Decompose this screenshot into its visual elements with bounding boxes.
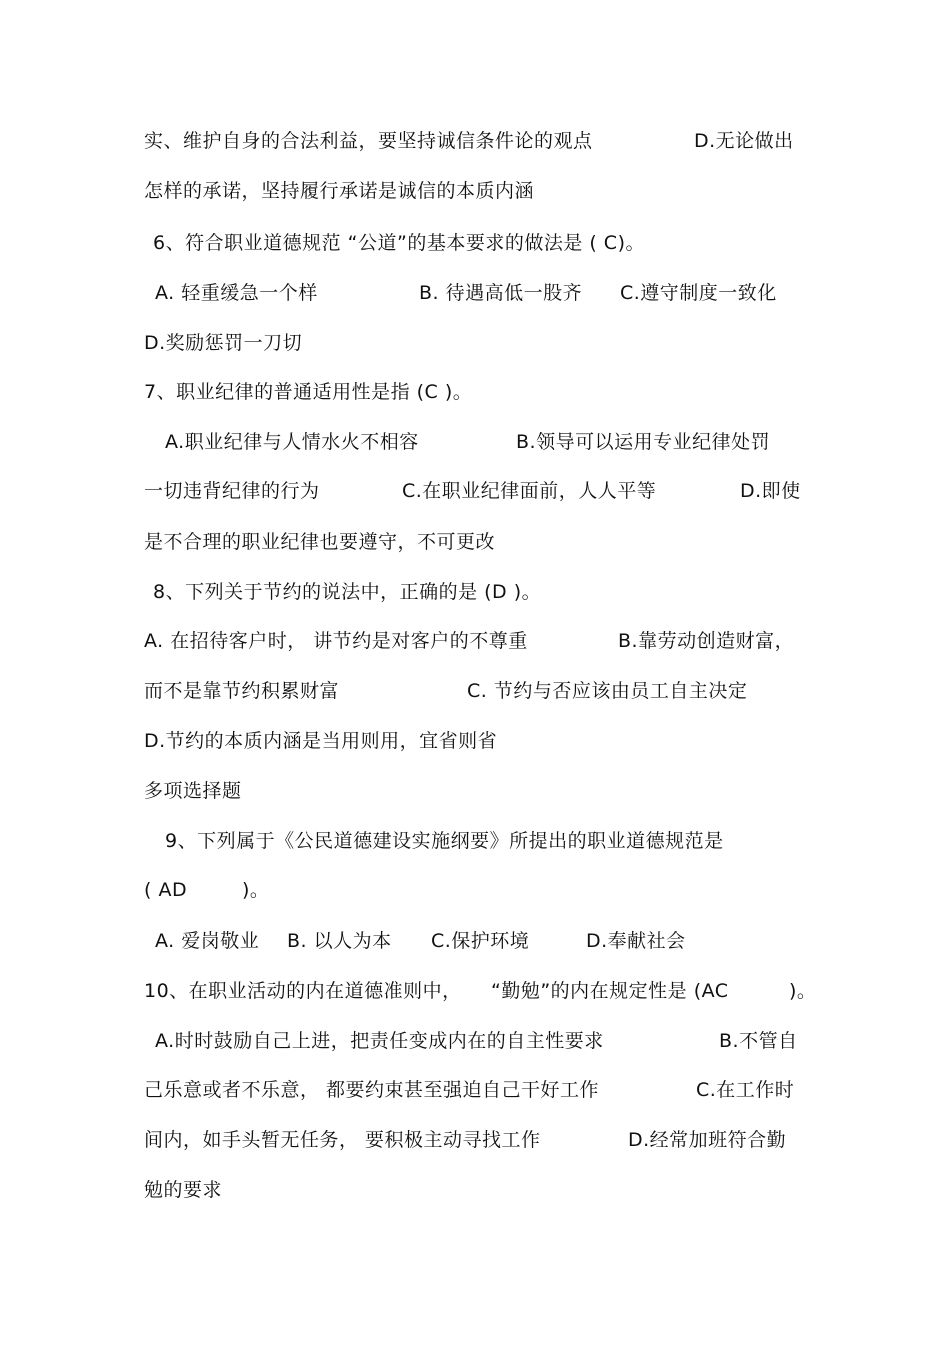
answer: ( AD [144, 879, 188, 901]
text-segment: 6、符合职业道德规范 “公道”的基本要求的做法是 ( C)。 [153, 232, 645, 254]
text-line [0, 527, 950, 557]
option-a: A. 轻重缓急一个样 [155, 282, 318, 304]
section-title: 多项选择题 [144, 780, 242, 802]
option-d: D.奖励惩罚一刀切 [144, 332, 303, 354]
question-6-options-cont [0, 328, 950, 358]
question-9 [0, 826, 950, 856]
text-segment: 勉的要求 [144, 1179, 223, 1201]
text-segment: )。 [789, 980, 817, 1002]
question-7-options [0, 427, 950, 457]
text-segment: )。 [242, 879, 270, 901]
text-segment: 一切违背纪律的行为 [144, 480, 320, 502]
text-line [0, 1175, 950, 1205]
question-7 [0, 377, 950, 407]
option-d: D.奉献社会 [586, 930, 686, 952]
text-line [0, 126, 950, 156]
question-9-options [0, 926, 950, 956]
option-c: C.在职业纪律面前，人人平等 [402, 480, 657, 502]
question-6-options [0, 278, 950, 308]
text-segment: 8、下列关于节约的说法中，正确的是 (D )。 [153, 581, 542, 603]
option-a: A. 爱岗敬业 [155, 930, 260, 952]
text-segment: 实、维护自身的合法利益，要坚持诚信条件论的观点 [144, 130, 593, 152]
option-a: A.职业纪律与人情水火不相容 [165, 431, 419, 453]
text-segment: 是不合理的职业纪律也要遵守，不可更改 [144, 531, 496, 553]
question-6 [0, 228, 950, 258]
option-a: A. 在招待客户时， 讲节约是对客户的不尊重 [144, 630, 528, 652]
text-segment: 10、在职业活动的内在道德准则中， [144, 980, 462, 1002]
text-segment: 怎样的承诺，坚持履行承诺是诚信的本质内涵 [144, 180, 535, 202]
option-b: B. 待遇高低一股齐 [419, 282, 583, 304]
option-d: D.节约的本质内涵是当用则用，宜省则省 [144, 730, 498, 752]
option-b: B.靠劳动创造财富， [618, 630, 795, 652]
question-7-options-cont [0, 476, 950, 506]
text-segment: 而不是靠节约积累财富 [144, 680, 340, 702]
text-segment: 间内，如手头暂无任务， 要积极主动寻找工作 [144, 1129, 541, 1151]
text-segment: “勤勉”的内在规定性是 (AC [491, 980, 729, 1002]
option-d: D.即使 [740, 480, 801, 502]
question-10-options-cont2 [0, 1125, 950, 1155]
text-segment: 9、下列属于《公民道德建设实施纲要》所提出的职业道德规范是 [165, 830, 724, 852]
option-c: C.在工作时 [696, 1079, 795, 1101]
option-c: C.保护环境 [431, 930, 530, 952]
question-8-options [0, 626, 950, 656]
option-b: B.领导可以运用专业纪律处罚 [516, 431, 771, 453]
question-8-options-cont [0, 676, 950, 706]
text-line [0, 176, 950, 206]
option-b: B. 以人为本 [287, 930, 392, 952]
question-8 [0, 577, 950, 607]
question-8-options-cont2 [0, 726, 950, 756]
option-d: D.经常加班符合勤 [628, 1129, 787, 1151]
option-a: A.时时鼓励自己上进，把责任变成内在的自主性要求 [155, 1030, 604, 1052]
section-heading [0, 776, 950, 806]
text-segment: D.无论做出 [694, 130, 794, 152]
question-9-answer [0, 875, 950, 905]
question-10-options-cont [0, 1075, 950, 1105]
text-segment: 7、职业纪律的普通适用性是指 (C )。 [144, 381, 473, 403]
option-b: B.不管自 [719, 1030, 798, 1052]
question-10 [0, 976, 950, 1006]
text-segment: 己乐意或者不乐意， 都要约束甚至强迫自己干好工作 [144, 1079, 600, 1101]
option-c: C.遵守制度一致化 [620, 282, 777, 304]
option-c: C. 节约与否应该由员工自主决定 [467, 680, 748, 702]
question-10-options [0, 1026, 950, 1056]
